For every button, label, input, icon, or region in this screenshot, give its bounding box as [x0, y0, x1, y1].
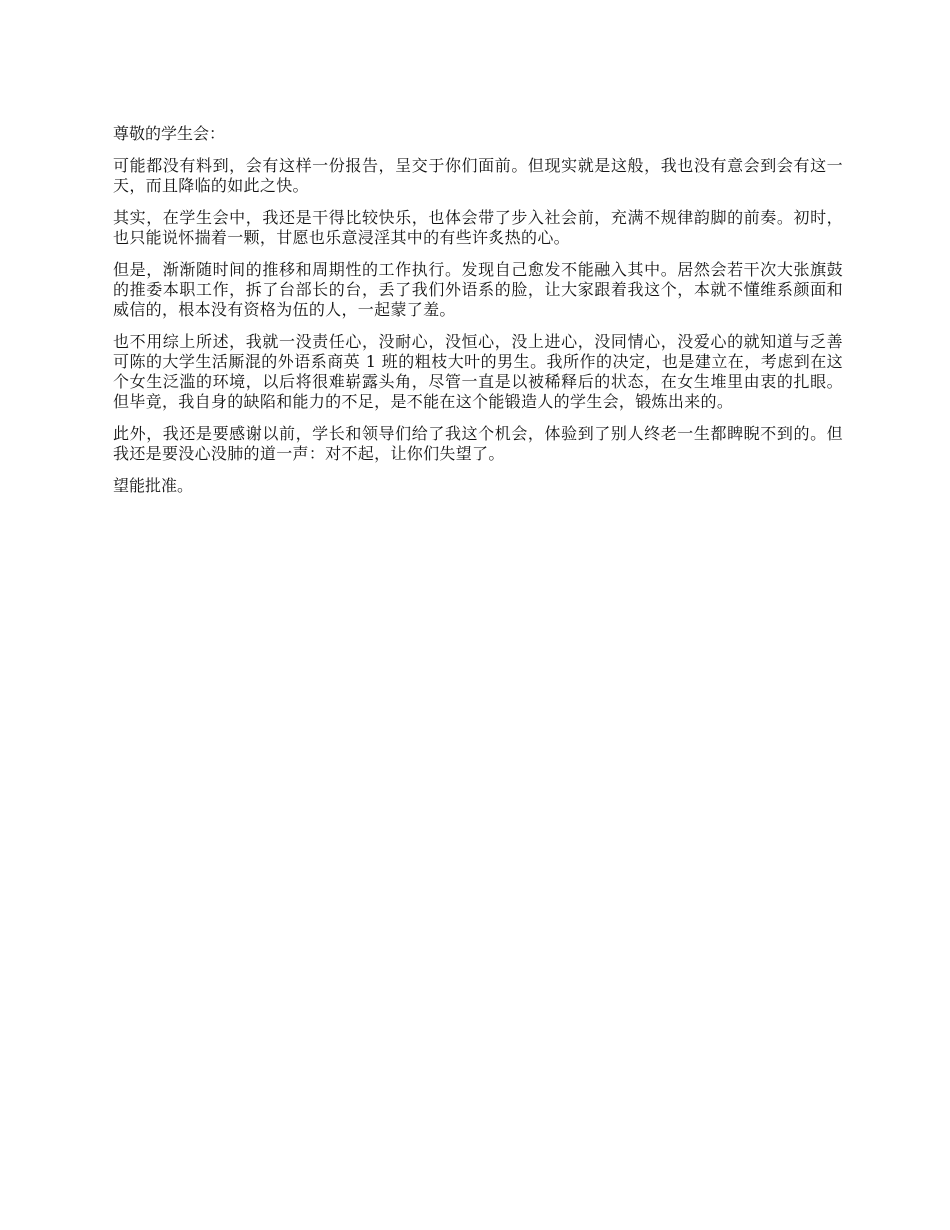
- letter-body: [113, 124, 843, 496]
- letter-closing: 望能批准。: [113, 476, 194, 495]
- letter-salutation: 尊敬的学生会：: [113, 124, 226, 143]
- letter-paragraph-3: 但是，渐渐随时间的推移和周期性的工作执行。发现自己愈发不能融入其中。居然会若干次大张旗鼓的推委本职工作，拆了台部长的台，丢了我们外语系的脸，让大家跟着我这个，本就不懂维系颜面和威信的，根本没有资格为伍的人，一起蒙了羞。: [113, 260, 843, 319]
- letter-paragraph-2: 其实，在学生会中，我还是干得比较快乐，也体会带了步入社会前，充满不规律韵脚的前奏。初时，也只能说怀揣着一颗，甘愿也乐意浸淫其中的有些许炙热的心。: [113, 208, 843, 247]
- letter-paragraph-4: 也不用综上所述，我就一没责任心，没耐心，没恒心，没上进心，没同情心，没爱心的就知道与乏善可陈的大学生活厮混的外语系商英 1 班的粗枝大叶的男生。我所作的决定，也是建立在，考虑到在这个女生泛滥的环境，以后将很难崭露头角，尽管一直是以被稀释后的状态，在女生堆里由衷的扎眼。但毕竟，我自身的缺陷和能力的不足，是不能在这个能锻造人的学生会，锻炼出来的。: [113, 332, 843, 411]
- letter-paragraph-1: 可能都没有料到，会有这样一份报告，呈交于你们面前。但现实就是这般，我也没有意会到会有这一天，而且降临的如此之快。: [113, 156, 843, 195]
- letter-paragraph-5: 此外，我还是要感谢以前，学长和领导们给了我这个机会，体验到了别人终老一生都睥睨不到的。但我还是要没心没肺的道一声：对不起，让你们失望了。: [113, 424, 843, 463]
